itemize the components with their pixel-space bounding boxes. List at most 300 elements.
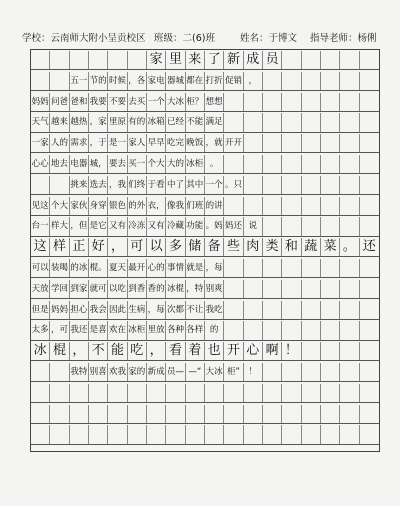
grid-cell xyxy=(360,363,379,381)
grid-cell: 满足 xyxy=(205,113,224,131)
grid-cell: 冰箱 xyxy=(147,113,166,131)
grid-cell: 开开 xyxy=(224,134,243,152)
grid-cell xyxy=(302,217,321,235)
grid-cell xyxy=(360,72,379,90)
grid-cell: 学回 xyxy=(50,280,69,298)
grid-cell xyxy=(282,425,301,443)
grid-cell: 早早 xyxy=(147,134,166,152)
grid-cell: 别爽 xyxy=(205,280,224,298)
essay-line xyxy=(31,176,379,195)
grid-cell xyxy=(340,425,359,443)
grid-cell xyxy=(89,425,108,443)
grid-cell: 妈还 xyxy=(224,217,243,235)
grid-cell: 可以 xyxy=(31,259,50,277)
grid-cell xyxy=(321,425,340,443)
grid-cell: 蔬 xyxy=(302,238,321,256)
grid-cell: 是它 xyxy=(89,217,108,235)
grid-cell xyxy=(263,259,282,277)
grid-cell: 次都 xyxy=(166,301,185,319)
grid-cell xyxy=(360,280,379,298)
grid-cell: 挑来 xyxy=(70,176,89,194)
grid-cell xyxy=(31,363,50,381)
grid-cell xyxy=(263,405,282,423)
grid-cell: 就可 xyxy=(89,280,108,298)
grid-cell: 和 xyxy=(282,238,301,256)
grid-cell xyxy=(70,405,89,423)
grid-cell xyxy=(50,384,69,402)
grid-cell: 大冰 xyxy=(205,363,224,381)
grid-cell: 看 xyxy=(166,342,185,360)
grid-cell: 。妈 xyxy=(205,217,224,235)
grid-cell: 们班 xyxy=(186,197,205,215)
grid-cell xyxy=(224,113,243,131)
essay-line xyxy=(31,217,379,236)
grid-cell: 能 xyxy=(108,342,127,360)
essay-line xyxy=(31,321,379,340)
grid-cell xyxy=(263,134,282,152)
grid-cell: ，就 xyxy=(205,134,224,152)
grid-cell xyxy=(282,134,301,152)
grid-cell xyxy=(302,363,321,381)
grid-cell xyxy=(340,197,359,215)
grid-cell: 也 xyxy=(205,342,224,360)
grid-cell: 吃 xyxy=(128,342,147,360)
grid-cell xyxy=(31,72,50,90)
grid-cell: 不 xyxy=(89,342,108,360)
grid-cell xyxy=(50,72,69,90)
grid-cell: 各样 xyxy=(186,321,205,339)
grid-cell: 促销 xyxy=(224,72,243,90)
grid-cell: 需求 xyxy=(70,134,89,152)
essay-line xyxy=(31,259,379,278)
grid-cell: 香的 xyxy=(147,280,166,298)
grid-cell: 一家 xyxy=(31,134,50,152)
grid-cell: 成 xyxy=(244,51,263,69)
grid-cell: 见这 xyxy=(31,197,50,215)
grid-cell xyxy=(321,155,340,173)
grid-cell xyxy=(360,425,379,443)
grid-cell xyxy=(263,176,282,194)
grid-cell xyxy=(360,301,379,319)
grid-cell xyxy=(244,425,263,443)
grid-cell: 银色 xyxy=(108,197,127,215)
empty-grid-row xyxy=(31,425,379,444)
grid-cell: 个大 xyxy=(147,155,166,173)
grid-cell xyxy=(321,405,340,423)
grid-cell xyxy=(321,384,340,402)
grid-cell: 事情 xyxy=(166,259,185,277)
grid-cell: 到香 xyxy=(128,280,147,298)
grid-cell: ！ xyxy=(244,363,263,381)
grid-cell: ，于 xyxy=(89,134,108,152)
essay-line xyxy=(31,93,379,112)
grid-cell xyxy=(321,301,340,319)
grid-cell xyxy=(263,321,282,339)
grid-cell: 电器 xyxy=(70,155,89,173)
grid-cell: 心的 xyxy=(147,259,166,277)
grid-cell xyxy=(340,134,359,152)
grid-cell: 我特 xyxy=(70,363,89,381)
grid-cell: 已经 xyxy=(166,113,185,131)
grid-cell xyxy=(31,425,50,443)
grid-cell: 不让 xyxy=(186,301,205,319)
grid-cell xyxy=(321,259,340,277)
essay-line xyxy=(31,51,379,70)
grid-cell xyxy=(108,425,127,443)
grid-cell: 说 xyxy=(244,217,263,235)
grid-cell: 我要 xyxy=(89,93,108,111)
grid-cell xyxy=(360,342,379,360)
grid-cell: 爸和 xyxy=(70,93,89,111)
grid-cell: 家的 xyxy=(128,363,147,381)
grid-cell: 。 xyxy=(205,155,224,173)
grid-cell xyxy=(244,134,263,152)
grid-cell xyxy=(282,197,301,215)
grid-cell xyxy=(360,113,379,131)
grid-cell: 以吃 xyxy=(108,280,127,298)
grid-cell xyxy=(321,176,340,194)
grid-cell: 妈妈 xyxy=(31,93,50,111)
grid-cell xyxy=(321,51,340,69)
grid-cell: 五一 xyxy=(70,72,89,90)
grid-cell: 担心 xyxy=(70,301,89,319)
grid-cell: 是喜 xyxy=(89,321,108,339)
grid-cell xyxy=(50,363,69,381)
grid-cell: 样 xyxy=(50,238,69,256)
grid-cell: ，各 xyxy=(128,72,147,90)
grid-cell: 因此 xyxy=(108,301,127,319)
grid-cell: 打折 xyxy=(205,72,224,90)
grid-cell xyxy=(31,384,50,402)
grid-cell: 最开 xyxy=(128,259,147,277)
grid-cell: 开 xyxy=(224,342,243,360)
grid-cell: ，每 xyxy=(205,259,224,277)
grid-cell xyxy=(263,384,282,402)
grid-cell xyxy=(108,384,127,402)
grid-cell: 样大 xyxy=(50,217,69,235)
grid-cell xyxy=(282,176,301,194)
grid-cell: 啊 xyxy=(263,342,282,360)
grid-cell: 天放 xyxy=(31,280,50,298)
grid-cell xyxy=(340,321,359,339)
grid-cell: 正 xyxy=(70,238,89,256)
grid-cell xyxy=(360,51,379,69)
grid-cell xyxy=(282,217,301,235)
grid-cell xyxy=(340,176,359,194)
grid-cell: ，特 xyxy=(186,280,205,298)
grid-cell: ，我 xyxy=(108,176,127,194)
grid-cell: 柜” xyxy=(224,363,243,381)
grid-cell xyxy=(321,280,340,298)
grid-cell xyxy=(302,425,321,443)
grid-cell xyxy=(282,113,301,131)
grid-cell xyxy=(224,405,243,423)
grid-cell xyxy=(302,134,321,152)
grid-cell xyxy=(360,384,379,402)
grid-cell: ， xyxy=(108,238,127,256)
grid-cell xyxy=(321,342,340,360)
grid-cell: 但是 xyxy=(31,301,50,319)
grid-cell: 着 xyxy=(186,342,205,360)
grid-cell xyxy=(224,93,243,111)
grid-cell: 是一 xyxy=(108,134,127,152)
grid-cell xyxy=(263,217,282,235)
grid-cell xyxy=(302,321,321,339)
grid-cell: 的讲 xyxy=(205,197,224,215)
grid-cell: 棍 xyxy=(50,342,69,360)
grid-cell xyxy=(31,405,50,423)
grid-cell xyxy=(282,363,301,381)
grid-cell xyxy=(302,280,321,298)
grid-cell xyxy=(244,259,263,277)
grid-cell xyxy=(244,113,263,131)
grid-cell xyxy=(263,301,282,319)
grid-cell xyxy=(108,405,127,423)
grid-cell xyxy=(282,405,301,423)
grid-cell xyxy=(244,93,263,111)
grid-cell: 的 xyxy=(205,321,224,339)
grid-cell xyxy=(244,301,263,319)
grid-cell xyxy=(321,321,340,339)
empty-grid-row xyxy=(31,384,379,403)
school-label: 学校：云南师大附小呈贡校区 xyxy=(22,33,146,44)
grid-cell xyxy=(224,280,243,298)
grid-cell xyxy=(302,155,321,173)
grid-cell: 装喝 xyxy=(50,259,69,277)
grid-cell: 妈妈 xyxy=(50,301,69,319)
grid-cell: 员— xyxy=(166,363,185,381)
grid-cell xyxy=(282,259,301,277)
grid-cell: 柜？ xyxy=(186,93,205,111)
grid-cell: 心 xyxy=(244,342,263,360)
grid-cell xyxy=(321,134,340,152)
grid-cell xyxy=(360,93,379,111)
grid-cell: 家人 xyxy=(128,134,147,152)
grid-cell xyxy=(263,197,282,215)
grid-cell: 又有 xyxy=(108,217,127,235)
grid-cell xyxy=(321,72,340,90)
grid-cell: 了 xyxy=(205,51,224,69)
grid-cell: 个大 xyxy=(50,197,69,215)
grid-cell xyxy=(302,384,321,402)
grid-cell xyxy=(360,405,379,423)
grid-cell xyxy=(205,405,224,423)
grid-cell xyxy=(302,342,321,360)
grid-cell xyxy=(128,425,147,443)
grid-cell: 。只 xyxy=(224,176,243,194)
grid-cell: 备 xyxy=(205,238,224,256)
grid-cell xyxy=(70,425,89,443)
grid-cell xyxy=(224,425,243,443)
grid-cell xyxy=(321,113,340,131)
grid-cell xyxy=(89,405,108,423)
grid-cell xyxy=(147,425,166,443)
grid-cell xyxy=(244,155,263,173)
grid-cell: 储 xyxy=(186,238,205,256)
grid-cell xyxy=(50,405,69,423)
grid-cell xyxy=(205,425,224,443)
grid-cell xyxy=(244,176,263,194)
grid-cell xyxy=(224,321,243,339)
grid-cell: 想想 xyxy=(205,93,224,111)
grid-cell: 我吃 xyxy=(205,301,224,319)
grid-cell xyxy=(282,72,301,90)
grid-cell xyxy=(263,425,282,443)
grid-cell: 太多 xyxy=(31,321,50,339)
teacher-name: 指导老师：杨俐 xyxy=(310,33,377,44)
grid-cell: 冰 xyxy=(31,342,50,360)
grid-cell: 家电 xyxy=(147,72,166,90)
grid-cell xyxy=(340,280,359,298)
grid-cell xyxy=(166,425,185,443)
grid-cell: 城， xyxy=(89,155,108,173)
grid-cell xyxy=(89,384,108,402)
grid-cell: 里原 xyxy=(108,113,127,131)
grid-cell xyxy=(302,72,321,90)
grid-cell xyxy=(360,321,379,339)
grid-cell: 们终 xyxy=(128,176,147,194)
grid-cell xyxy=(282,384,301,402)
grid-cell: 别喜 xyxy=(89,363,108,381)
essay-line xyxy=(31,197,379,216)
grid-cell xyxy=(89,51,108,69)
grid-cell: 各种 xyxy=(166,321,185,339)
grid-cell xyxy=(70,51,89,69)
grid-cell: 像我 xyxy=(166,197,185,215)
grid-cell: 肉 xyxy=(244,238,263,256)
grid-cell xyxy=(147,405,166,423)
grid-cell xyxy=(50,51,69,69)
grid-cell xyxy=(360,176,379,194)
grid-cell: 有的 xyxy=(128,113,147,131)
grid-cell xyxy=(360,217,379,235)
essay-line xyxy=(31,155,379,174)
grid-cell: 来 xyxy=(186,51,205,69)
grid-cell: 问爸 xyxy=(50,93,69,111)
grid-cell: 好 xyxy=(89,238,108,256)
grid-cell: 去买 xyxy=(128,93,147,111)
grid-cell xyxy=(282,51,301,69)
grid-cell: 冷藏 xyxy=(166,217,185,235)
grid-cell: 新成 xyxy=(147,363,166,381)
grid-cell xyxy=(340,405,359,423)
grid-cell xyxy=(282,93,301,111)
grid-cell: 心心 xyxy=(31,155,50,173)
grid-cell xyxy=(340,301,359,319)
grid-cell xyxy=(186,384,205,402)
grid-cell xyxy=(340,384,359,402)
grid-cell xyxy=(340,113,359,131)
grid-cell: 大的 xyxy=(166,155,185,173)
grid-cell: 中了 xyxy=(166,176,185,194)
student-name: 姓名：于博文 xyxy=(240,33,298,44)
grid-cell xyxy=(282,301,301,319)
class-label: 班级：二(6)班 xyxy=(154,33,215,44)
grid-cell: 身穿 xyxy=(89,197,108,215)
grid-cell: ，但 xyxy=(70,217,89,235)
grid-cell xyxy=(263,93,282,111)
grid-cell xyxy=(282,155,301,173)
grid-cell: 我还 xyxy=(70,321,89,339)
grid-cell: 吃完 xyxy=(166,134,185,152)
grid-cell: 还 xyxy=(362,239,376,255)
grid-cell: 就是 xyxy=(186,259,205,277)
grid-cell: ， xyxy=(244,72,263,90)
grid-cell: ！ xyxy=(282,342,301,360)
grid-cell: ，家 xyxy=(89,113,108,131)
grid-cell: 买一 xyxy=(128,155,147,173)
grid-cell: 其中 xyxy=(186,176,205,194)
grid-cell: 一个 xyxy=(147,93,166,111)
grid-cell: 选去 xyxy=(89,176,108,194)
grid-cell: 冷冻 xyxy=(128,217,147,235)
grid-cell xyxy=(50,176,69,194)
grid-cell xyxy=(340,72,359,90)
grid-cell: 冰柜 xyxy=(186,155,205,173)
grid-cell: 人的 xyxy=(50,134,69,152)
essay-line xyxy=(31,113,379,132)
grid-cell xyxy=(282,280,301,298)
grid-cell: 这 xyxy=(31,238,50,256)
grid-cell xyxy=(302,176,321,194)
grid-cell: 冰柜 xyxy=(128,321,147,339)
grid-cell xyxy=(186,405,205,423)
grid-cell xyxy=(263,72,282,90)
grid-cell: 器城 xyxy=(166,72,185,90)
grid-cell xyxy=(186,425,205,443)
grid-cell: 菜 xyxy=(321,238,340,256)
essay-line xyxy=(31,238,379,257)
grid-cell: 晚饭 xyxy=(186,134,205,152)
empty-grid-row xyxy=(31,405,379,424)
grid-cell: 员 xyxy=(263,51,282,69)
essay-line xyxy=(31,134,379,153)
grid-cell: 越热 xyxy=(70,113,89,131)
essay-line xyxy=(31,72,379,91)
grid-cell: 一个 xyxy=(205,176,224,194)
grid-cell xyxy=(224,384,243,402)
grid-cell xyxy=(321,363,340,381)
grid-cell xyxy=(360,259,379,277)
essay-line xyxy=(31,301,379,320)
grid-cell: ， xyxy=(147,342,166,360)
grid-cell: 的冰 xyxy=(70,259,89,277)
grid-cell xyxy=(263,155,282,173)
essay-line xyxy=(31,280,379,299)
grid-cell xyxy=(70,384,89,402)
grid-cell: 越来 xyxy=(50,113,69,131)
grid-cell: ，每 xyxy=(147,301,166,319)
grid-cell xyxy=(302,197,321,215)
grid-cell xyxy=(147,384,166,402)
grid-cell: 里 xyxy=(166,51,185,69)
grid-cell xyxy=(340,217,359,235)
writing-grid xyxy=(30,49,380,452)
grid-cell xyxy=(360,197,379,215)
grid-cell: ，可 xyxy=(50,321,69,339)
grid-cell: 。 xyxy=(340,238,359,256)
grid-cell xyxy=(340,155,359,173)
grid-cell xyxy=(128,51,147,69)
grid-cell: ， xyxy=(70,342,89,360)
grid-cell: 欢我 xyxy=(108,363,127,381)
grid-cell: 不要 xyxy=(108,93,127,111)
grid-cell xyxy=(340,51,359,69)
grid-cell xyxy=(31,176,50,194)
grid-cell: 家 xyxy=(147,51,166,69)
grid-cell: 可 xyxy=(128,238,147,256)
grid-cell xyxy=(50,425,69,443)
